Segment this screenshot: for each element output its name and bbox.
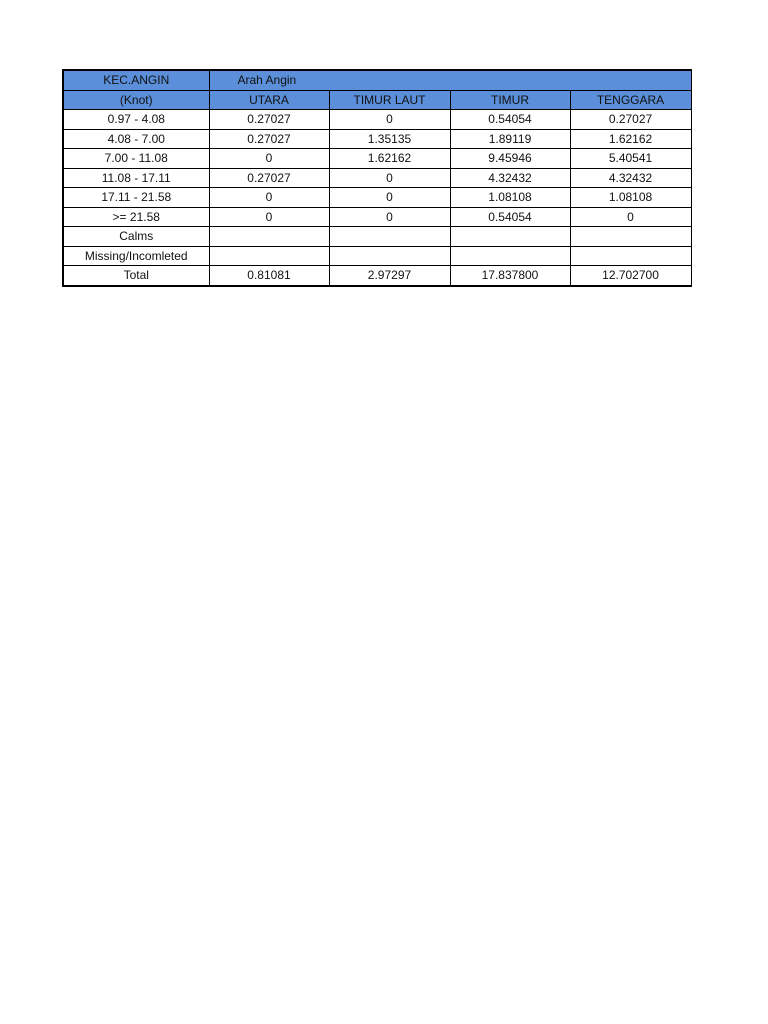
table-row bbox=[63, 246, 691, 266]
speed-cell[interactable]: Calms bbox=[63, 227, 209, 247]
speed-cell[interactable]: 11.08 - 17.11 bbox=[63, 168, 209, 188]
direction-timur-header[interactable]: TIMUR bbox=[450, 90, 570, 110]
speed-cell[interactable]: 17.11 - 21.58 bbox=[63, 188, 209, 208]
value-cell[interactable] bbox=[209, 227, 329, 247]
total-row bbox=[63, 266, 691, 286]
value-cell[interactable]: 1.08108 bbox=[570, 188, 691, 208]
table-row bbox=[63, 110, 691, 130]
value-cell[interactable]: 0 bbox=[329, 110, 450, 130]
value-cell[interactable]: 0.27027 bbox=[209, 129, 329, 149]
table-row bbox=[63, 129, 691, 149]
value-cell[interactable]: 1.89119 bbox=[450, 129, 570, 149]
table-row bbox=[63, 227, 691, 247]
direction-header-cell[interactable]: Arah Angin bbox=[209, 70, 329, 90]
value-cell[interactable]: 4.32432 bbox=[450, 168, 570, 188]
value-cell[interactable]: 1.35135 bbox=[329, 129, 450, 149]
header-row-1 bbox=[63, 70, 691, 90]
total-value-cell[interactable]: 0.81081 bbox=[209, 266, 329, 286]
table-row bbox=[63, 149, 691, 169]
value-cell[interactable]: 0.54054 bbox=[450, 207, 570, 227]
speed-cell[interactable]: 0.97 - 4.08 bbox=[63, 110, 209, 130]
value-cell[interactable]: 4.32432 bbox=[570, 168, 691, 188]
direction-tenggara-header[interactable]: TENGGARA bbox=[570, 90, 691, 110]
value-cell[interactable]: 0 bbox=[329, 188, 450, 208]
total-value-cell[interactable]: 12.702700 bbox=[570, 266, 691, 286]
value-cell[interactable] bbox=[570, 246, 691, 266]
speed-cell[interactable]: Missing/Incomleted bbox=[63, 246, 209, 266]
value-cell[interactable] bbox=[209, 246, 329, 266]
value-cell[interactable]: 0.27027 bbox=[209, 168, 329, 188]
speed-cell[interactable]: 7.00 - 11.08 bbox=[63, 149, 209, 169]
value-cell[interactable]: 1.08108 bbox=[450, 188, 570, 208]
table-row bbox=[63, 188, 691, 208]
value-cell[interactable]: 0 bbox=[209, 207, 329, 227]
value-cell[interactable]: 0 bbox=[209, 149, 329, 169]
value-cell[interactable]: 1.62162 bbox=[329, 149, 450, 169]
total-value-cell[interactable]: 17.837800 bbox=[450, 266, 570, 286]
value-cell[interactable]: 0 bbox=[329, 168, 450, 188]
value-cell[interactable]: 1.62162 bbox=[570, 129, 691, 149]
value-cell[interactable] bbox=[450, 246, 570, 266]
total-label-cell[interactable]: Total bbox=[63, 266, 209, 286]
value-cell[interactable]: 0.27027 bbox=[209, 110, 329, 130]
value-cell[interactable] bbox=[450, 227, 570, 247]
total-value-cell[interactable]: 2.97297 bbox=[329, 266, 450, 286]
value-cell[interactable]: 0.27027 bbox=[570, 110, 691, 130]
unit-header-cell[interactable]: (Knot) bbox=[63, 90, 209, 110]
header-row-2 bbox=[63, 90, 691, 110]
wind-frequency-table bbox=[62, 69, 692, 287]
direction-utara-header[interactable]: UTARA bbox=[209, 90, 329, 110]
value-cell[interactable]: 0 bbox=[570, 207, 691, 227]
value-cell[interactable]: 5.40541 bbox=[570, 149, 691, 169]
table-row bbox=[63, 168, 691, 188]
speed-header-cell[interactable]: KEC.ANGIN bbox=[63, 70, 209, 90]
direction-header-fill[interactable] bbox=[329, 70, 691, 90]
value-cell[interactable] bbox=[329, 246, 450, 266]
speed-cell[interactable]: >= 21.58 bbox=[63, 207, 209, 227]
direction-timur-laut-header[interactable]: TIMUR LAUT bbox=[329, 90, 450, 110]
value-cell[interactable] bbox=[570, 227, 691, 247]
table-row bbox=[63, 207, 691, 227]
value-cell[interactable]: 9.45946 bbox=[450, 149, 570, 169]
value-cell[interactable]: 0 bbox=[209, 188, 329, 208]
value-cell[interactable]: 0.54054 bbox=[450, 110, 570, 130]
value-cell[interactable] bbox=[329, 227, 450, 247]
speed-cell[interactable]: 4.08 - 7.00 bbox=[63, 129, 209, 149]
value-cell[interactable]: 0 bbox=[329, 207, 450, 227]
